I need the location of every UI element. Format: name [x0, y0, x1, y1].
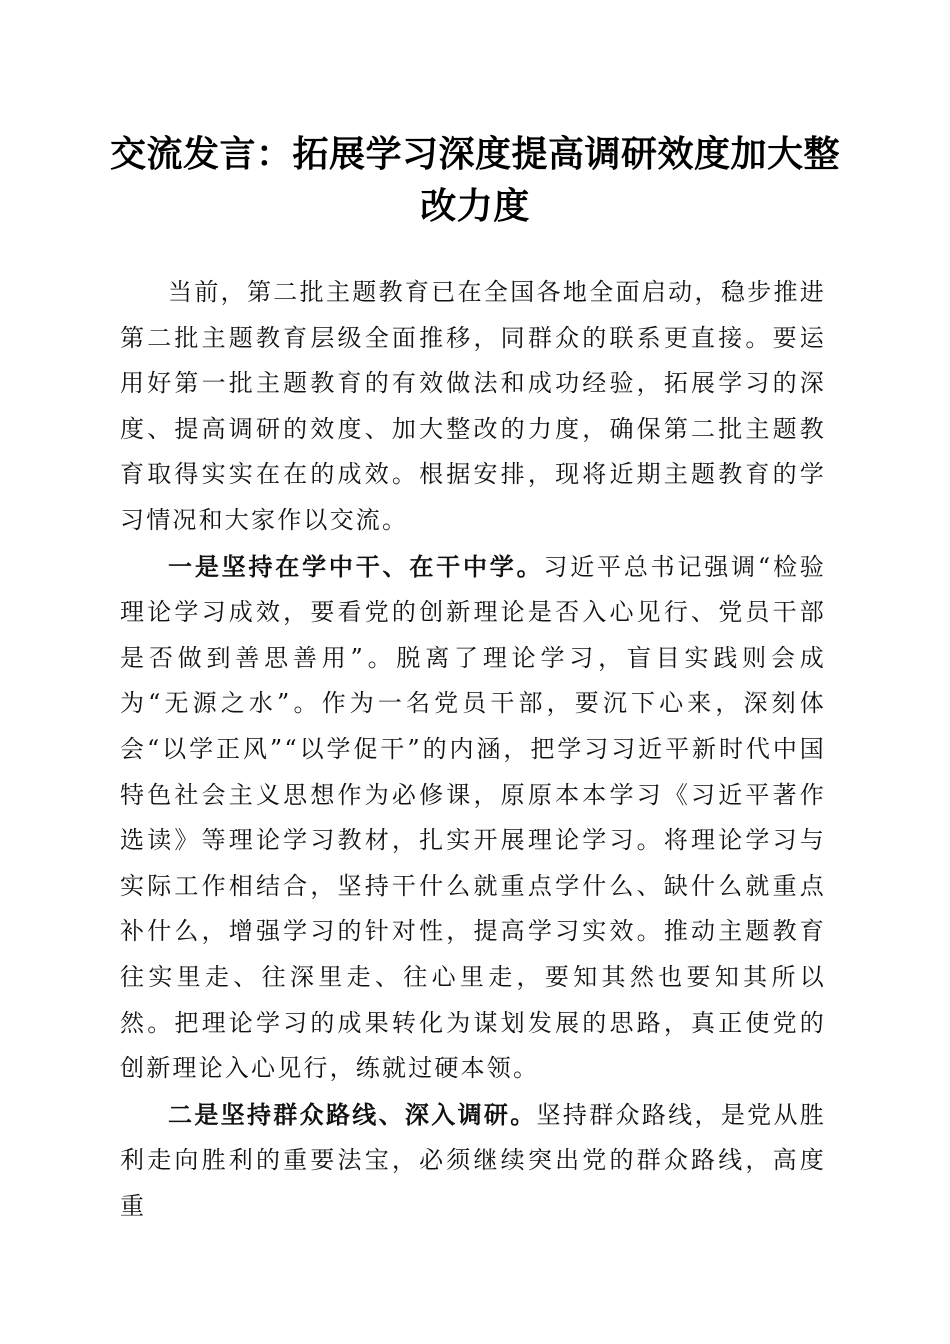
document-title: 交流发言：拓展学习深度提高调研效度加大整改力度 [109, 133, 840, 227]
paragraph-lead: 一是坚持在学中干、在干中学。 [168, 551, 544, 581]
paragraph-text: 坚持群众路线，是党从胜利走向胜利的重要法宝，必须继续突出党的群众路线，高度重 [120, 1100, 826, 1220]
paragraph-text: 当前，第二批主题教育已在全国各地全面启动，稳步推进第二批主题教育层级全面推移，同群众的联系更直接。要运用好第一批主题教育的有效做法和成功经验，拓展学习的深度、提高调研的效度、加大整改的力度，确保第二批主题教育取得实实在在的成效。根据安排，现将近期主题教育的学习情况和大家作以交流。 [120, 278, 826, 534]
paragraph-point-one [120, 544, 826, 1092]
paragraph-lead: 二是坚持群众路线、深入调研。 [168, 1099, 537, 1129]
paragraph-text: 习近平总书记强调“检验理论学习成效，要看党的创新理论是否入心见行、党员干部是否做到善思善用”。脱离了理论学习，盲目实践则会成为“无源之水”。作为一名党员干部，要沉下心来，深刻体会“以学正风”“以学促干”的内涵，把学习习近平新时代中国特色社会主义思想作为必修课，原原本本学习《习近平著作选读》等理论学习教材，扎实开展理论学习。将理论学习与实际工作相结合，坚持干什么就重点学什么、缺什么就重点补什么，增强学习的针对性，提高学习实效。推动主题教育往实里走、往深里走、往心里走，要知其然也要知其所以然。把理论学习的成果转化为谋划发展的思路，真正使党的创新理论入心见行，练就过硬本领。 [120, 552, 826, 1083]
paragraph-intro [120, 270, 826, 544]
paragraph-point-two [120, 1092, 826, 1230]
document-body [120, 270, 826, 1229]
